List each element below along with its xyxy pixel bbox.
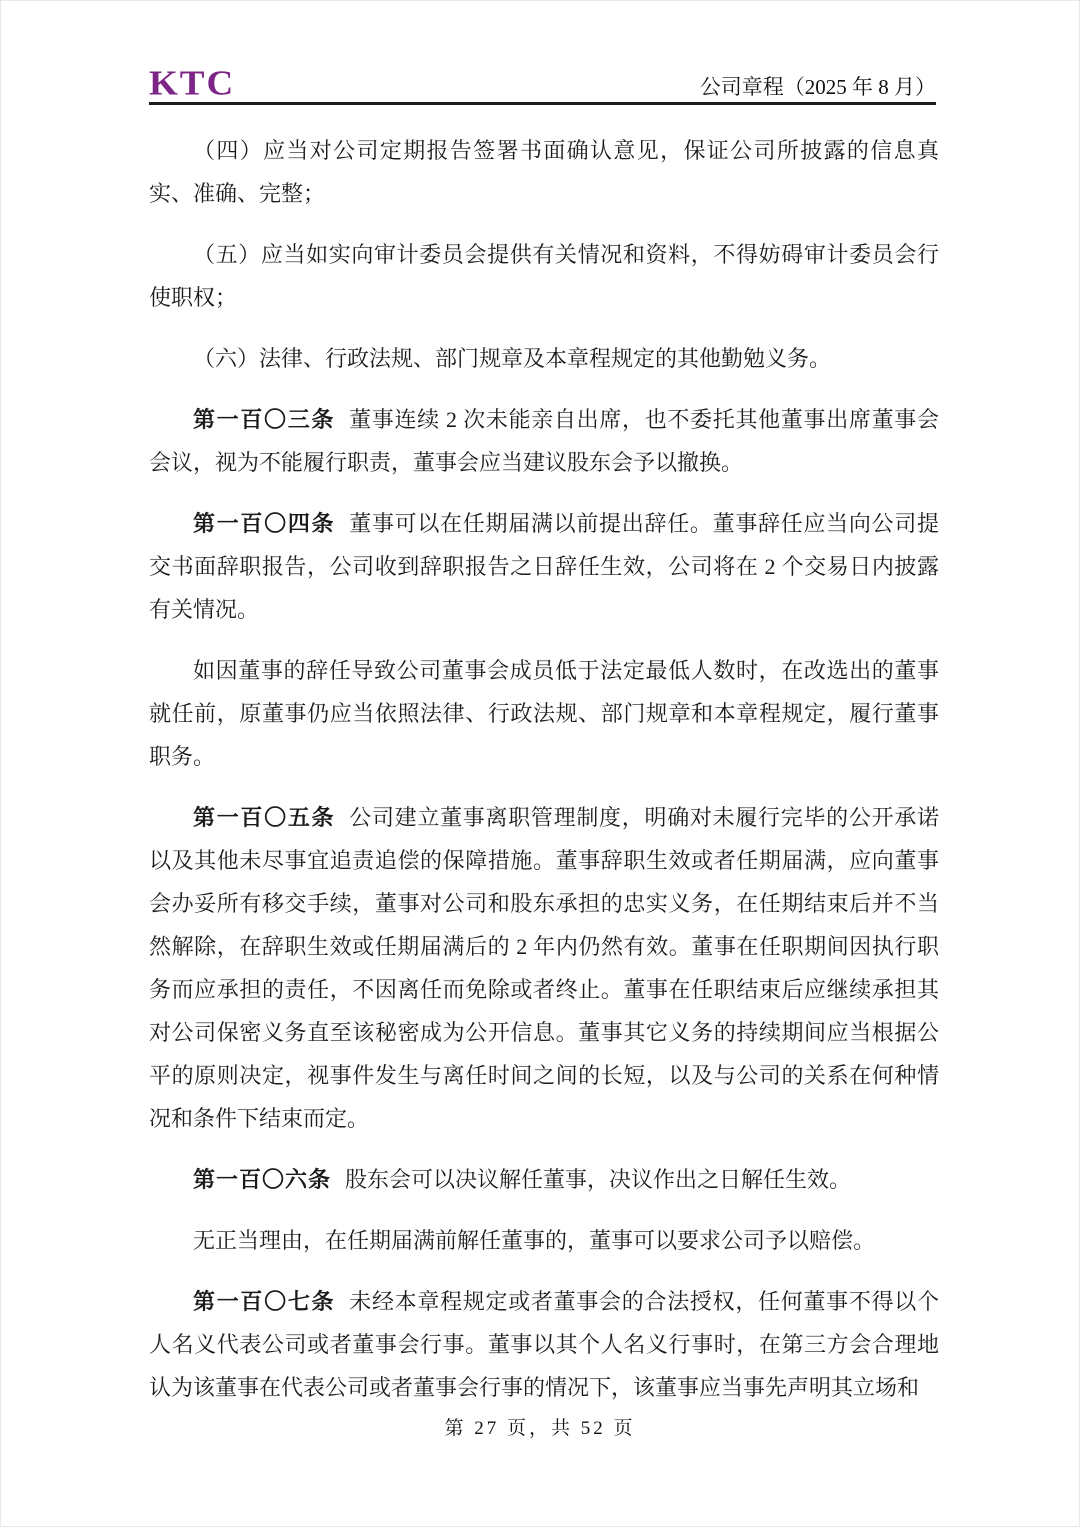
paragraph [149, 796, 939, 1140]
article-number: 第一百〇六条 [193, 1167, 332, 1192]
article-number: 第一百〇七条 [193, 1289, 336, 1314]
paragraph [149, 398, 939, 484]
paragraph-text: 公司建立董事离职管理制度，明确对未履行完毕的公开承诺以及其他未尽事宜追责追偿的保障措施。董事辞职生效或者任期届满，应向董事会办妥所有移交手续，董事对公司和股东承担的忠实义务，在任期结束后并不当然解除，在辞职生效或任期届满后的 2 年内仍然有效。董事在任职期间因执行职务而应承担的责任，不因离任而免除或者终止。董事在任职结束后应继续承担其对公司保密义务直至该秘密成为公开信息。董事其它义务的持续期间应当根据公平的原则决定，视事件发生与离任时间之间的长短，以及与公司的关系在何种情况和条件下结束而定。 [149, 805, 939, 1131]
article-number: 第一百〇四条 [193, 511, 336, 536]
paragraph-text: （四）应当对公司定期报告签署书面确认意见，保证公司所披露的信息真实、准确、完整； [149, 138, 939, 206]
page-number: 第 27 页，共 52 页 [444, 1418, 636, 1439]
paragraph [149, 1158, 939, 1201]
paragraph [149, 502, 939, 631]
paragraph-text: 董事连续 2 次未能亲自出席，也不委托其他董事出席董事会会议，视为不能履行职责，董事会应当建议股东会予以撤换。 [149, 407, 939, 475]
document-title: 公司章程（2025 年 8 月） [699, 75, 936, 99]
paragraph [149, 1219, 939, 1262]
document-body [149, 129, 939, 1427]
paragraph [149, 649, 939, 778]
header-divider [149, 102, 936, 105]
page-footer [1, 1413, 1079, 1440]
paragraph [149, 1280, 939, 1409]
paragraph-text: （六）法律、行政法规、部门规章及本章程规定的其他勤勉义务。 [193, 346, 832, 371]
paragraph-text: （五）应当如实向审计委员会提供有关情况和资料，不得妨碍审计委员会行使职权； [149, 242, 939, 310]
paragraph [149, 129, 939, 215]
paragraph-text: 如因董事的辞任导致公司董事会成员低于法定最低人数时，在改选出的董事就任前，原董事仍应当依照法律、行政法规、部门规章和本章程规定，履行董事职务。 [149, 658, 939, 769]
paragraph-text: 董事可以在任期届满以前提出辞任。董事辞任应当向公司提交书面辞职报告，公司收到辞职报告之日辞任生效，公司将在 2 个交易日内披露有关情况。 [149, 511, 939, 622]
company-logo: KTC [149, 64, 236, 103]
article-number: 第一百〇三条 [193, 407, 336, 432]
paragraph-text: 股东会可以决议解任董事，决议作出之日解任生效。 [345, 1167, 852, 1192]
page-header [149, 56, 936, 102]
paragraph [149, 337, 939, 380]
paragraph [149, 233, 939, 319]
paragraph-text: 未经本章程规定或者董事会的合法授权，任何董事不得以个人名义代表公司或者董事会行事。董事以其个人名义行事时，在第三方会合理地认为该董事在代表公司或者董事会行事的情况下，该董事应当事先声明其立场和 [149, 1289, 939, 1400]
article-number: 第一百〇五条 [193, 805, 336, 830]
paragraph-text: 无正当理由，在任期届满前解任董事的，董事可以要求公司予以赔偿。 [193, 1228, 876, 1253]
